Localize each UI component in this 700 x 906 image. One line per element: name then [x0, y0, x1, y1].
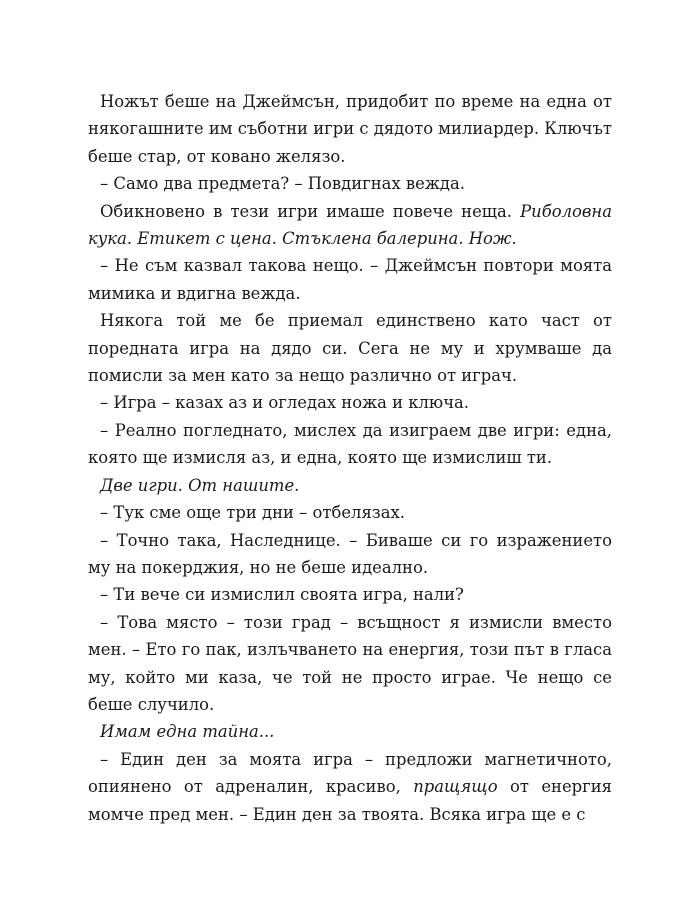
paragraph-8-italic: Две игри. От нашите.: [100, 475, 300, 495]
paragraph-4: [88, 252, 612, 307]
paragraph-11-text: – Ти вече си измислил своята игра, нали?: [100, 585, 464, 605]
paragraph-3: [88, 198, 612, 253]
paragraph-6: [88, 389, 612, 416]
paragraph-14-italic: пращящо: [413, 777, 498, 797]
paragraph-2-text: – Само два предмета? – Повдигнах вежда.: [100, 174, 465, 194]
paragraph-14-text: – Един ден за моята игра – предложи магнетичното, опиянено от адреналин, красиво,: [88, 749, 612, 797]
paragraph-10: [88, 527, 612, 582]
paragraph-8: [88, 472, 612, 499]
paragraph-2: [88, 170, 612, 197]
paragraph-7: [88, 417, 612, 472]
paragraph-9-text: – Тук сме още три дни – отбелязах.: [100, 503, 405, 523]
book-page-text: [88, 88, 612, 828]
paragraph-4-text: – Не съм казвал такова нещо. – Джеймсън повтори моята мимика и вдигна вежда.: [88, 256, 612, 303]
paragraph-5: [88, 307, 612, 389]
paragraph-3-italic: Риболовна кука. Етикет с цена. Стъклена балерина. Нож.: [88, 201, 612, 249]
paragraph-9: [88, 499, 612, 526]
paragraph-6-text: – Игра – казах аз и огледах ножа и ключа.: [100, 393, 470, 413]
paragraph-3-text: Обикновено в тези игри имаше повече неща.: [100, 201, 521, 221]
paragraph-13: [88, 718, 612, 745]
paragraph-5-text: Някога той ме бе приемал единствено като част от поредната игра на дядо си. Сега не му и хрумваше да помисли за мен като за нещо различно от играч.: [88, 311, 612, 386]
paragraph-1-text: Ножът беше на Джеймсън, придобит по време на една от някогашните им съботни игри с дядото милиардер. Ключът беше стар, от ковано желязо.: [88, 92, 612, 166]
paragraph-1: [88, 88, 612, 170]
paragraph-10-text: – Точно така, Наследнице. – Биваше си го изражението му на покерджия, но не беше идеално.: [88, 530, 612, 577]
paragraph-7-text: – Реално погледнато, мислех да изиграем две игри: една, която ще измисля аз, и една, която ще измислиш ти.: [88, 420, 612, 468]
paragraph-14-text-end: от енергия момче пред мен. – Един ден за твоята. Всяка игра ще е с: [88, 777, 612, 824]
paragraph-11: [88, 581, 612, 608]
paragraph-13-italic: Имам една тайна...: [100, 722, 275, 742]
paragraph-12-text: – Това място – този град – всъщност я измисли вместо мен. – Ето го пак, излъчването на енергия, този път в гласа му, който ми каза, че той не просто играе. Че нещо се беше случило.: [88, 612, 612, 714]
paragraph-12: [88, 609, 612, 719]
paragraph-14: [88, 746, 612, 828]
